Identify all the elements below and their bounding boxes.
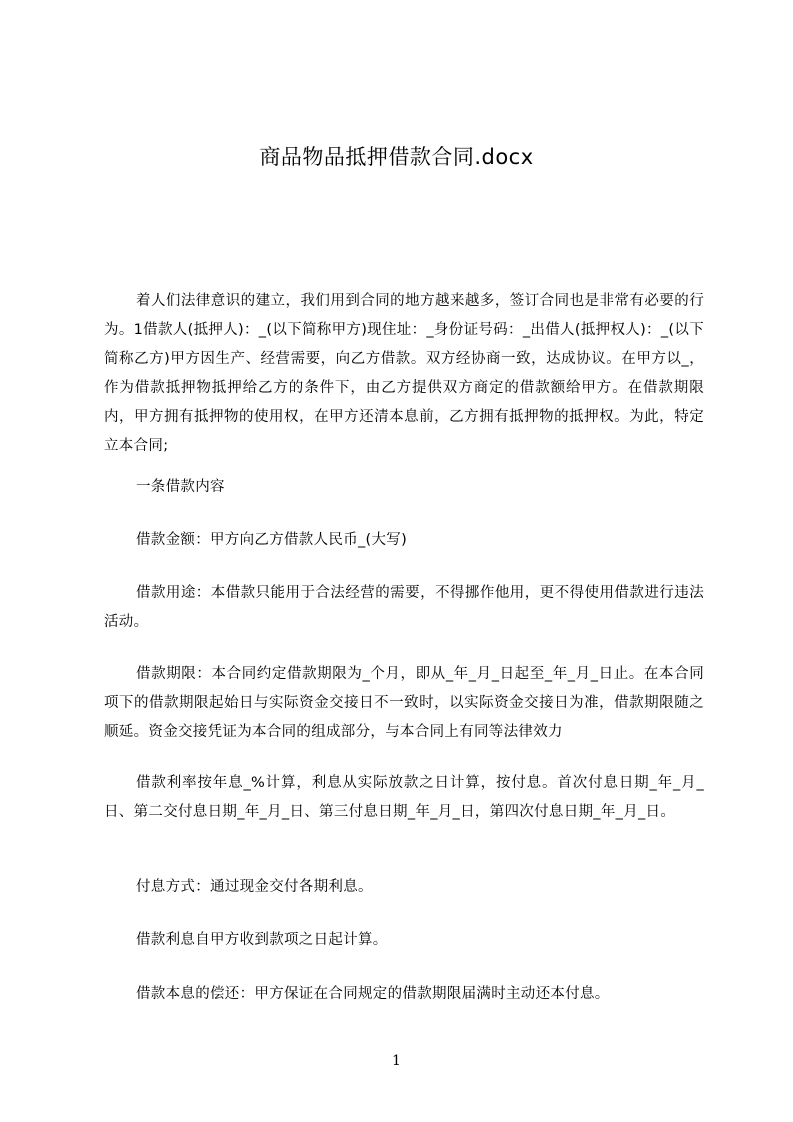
- paragraph-text: 借款期限：本合同约定借款期限为_个月，即从_年_月_日起至_年_月_日止。在本合同项下的借款期限起始日与实际资金交接日不一致时，以实际资金交接日为准，借款期限随之顺延。资金交接凭证为本合同的组成部分，与本合同上有同等法律效力: [104, 666, 704, 740]
- paragraph-text: 借款利息自甲方收到款项之日起计算。: [136, 932, 388, 948]
- page-number: 1: [392, 1053, 401, 1069]
- paragraph-text: 借款金额：甲方向乙方借款人民币_(大写): [136, 532, 408, 548]
- paragraph-loan-purpose: [104, 579, 704, 637]
- paragraph-intro: [104, 287, 704, 461]
- paragraph-loan-term: [104, 660, 704, 747]
- paragraph-section-heading: [104, 473, 704, 502]
- paragraph-payment-method: [104, 873, 704, 902]
- document-title: 商品物品抵押借款合同.docx: [259, 145, 534, 169]
- paragraph-text: 借款本息的偿还：甲方保证在合同规定的借款期限届满时主动还本付息。: [136, 986, 610, 1002]
- paragraph-interest-start: [104, 926, 704, 955]
- section-heading: 一条借款内容: [136, 479, 225, 495]
- paragraph-text: 着人们法律意识的建立，我们用到合同的地方越来越多，签订合同也是非常有必要的行为。1借款人(抵押人)：_(以下简称甲方)现住址：_身份证号码：_出借人(抵押权人)：_(以下简称乙方)甲方因生产、经营需要，向乙方借款。双方经协商一致，达成协议。在甲方以_，作为借款抵押物抵押给乙方的条件下，由乙方提供双方商定的借款额给甲方。在借款期限内，甲方拥有抵押物的使用权，在甲方还清本息前，乙方拥有抵押物的抵押权。为此，特定立本合同;: [104, 293, 704, 454]
- paragraph-interest-rate: [104, 769, 704, 827]
- paragraph-text: 借款利率按年息_%计算，利息从实际放款之日计算，按付息。首次付息日期_年_月_日、第二交付息日期_年_月_日、第三付息日期_年_月_日，第四次付息日期_年_月_日。: [104, 775, 704, 820]
- paragraph-repayment: [104, 980, 704, 1009]
- paragraph-text: 付息方式：通过现金交付各期利息。: [136, 879, 373, 895]
- paragraph-loan-amount: [104, 526, 704, 555]
- paragraph-text: 借款用途：本借款只能用于合法经营的需要，不得挪作他用，更不得使用借款进行违法活动。: [104, 585, 704, 630]
